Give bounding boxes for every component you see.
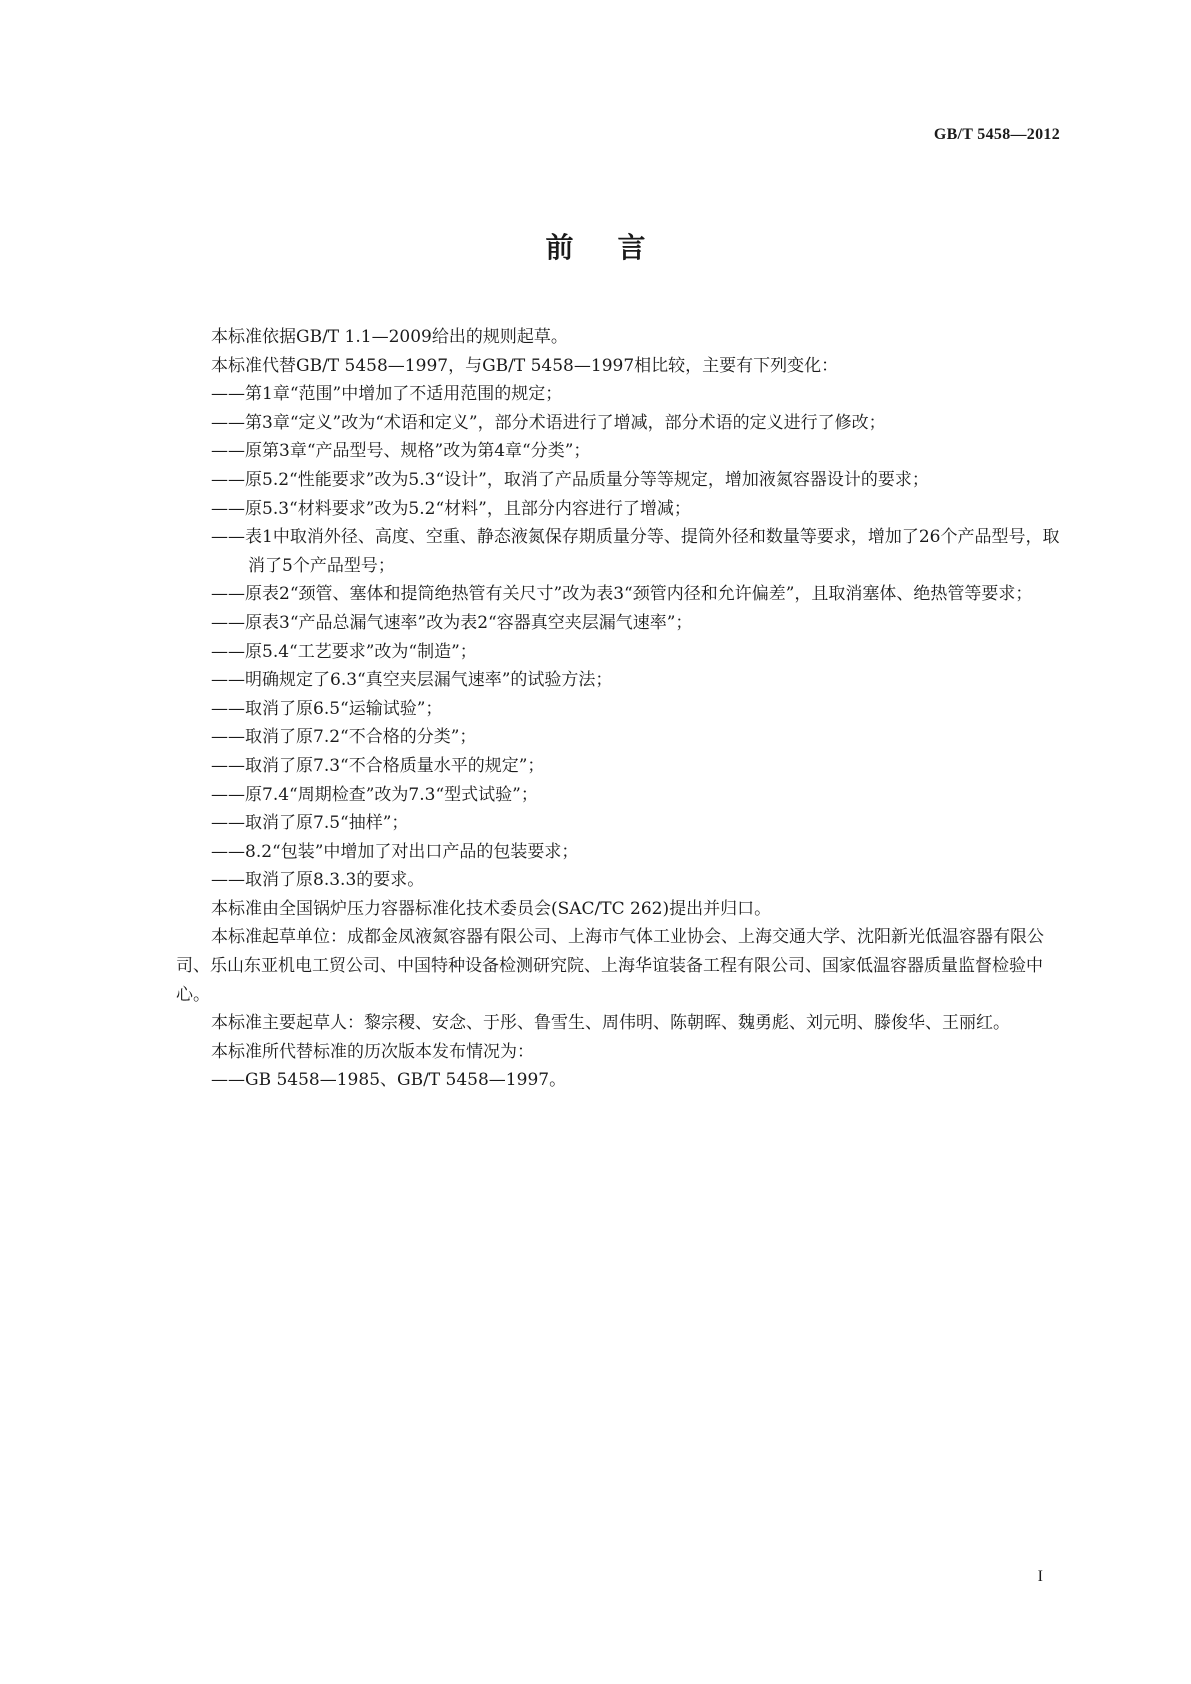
standard-number: GB/T 5458—2012 bbox=[933, 126, 1060, 143]
paragraph-proposer: 本标准由全国锅炉压力容器标准化技术委员会(SAC/TC 262)提出并归口。 bbox=[211, 898, 772, 919]
change-item: ——第3章“定义”改为“术语和定义”，部分术语进行了增减，部分术语的定义进行了修改； bbox=[211, 412, 886, 433]
change-item: ——原5.4“工艺要求”改为“制造”； bbox=[211, 641, 477, 662]
paragraph-drafting-rule: 本标准依据GB/T 1.1—2009给出的规则起草。 bbox=[211, 327, 568, 347]
change-item: ——原第3章“产品型号、规格”改为第4章“分类”； bbox=[211, 441, 591, 462]
paragraph-history-intro: 本标准所代替标准的历次版本发布情况为： bbox=[211, 1041, 534, 1062]
page-number: I bbox=[1037, 1568, 1043, 1585]
change-item: ——原7.4“周期检查”改为7.3“型式试验”； bbox=[211, 784, 538, 805]
change-item: ——取消了原7.3“不合格质量水平的规定”； bbox=[211, 755, 545, 776]
foreword-body bbox=[176, 323, 1066, 1095]
paragraph-replaces: 本标准代替GB/T 5458—1997，与GB/T 5458—1997相比较，主要有下列变化： bbox=[211, 355, 839, 376]
change-item: ——原表3“产品总漏气速率”改为表2“容器真空夹层漏气速率”； bbox=[211, 612, 693, 633]
change-item: ——8.2“包装”中增加了对出口产品的包装要求； bbox=[211, 841, 579, 862]
change-item: ——原表2“颈管、塞体和提筒绝热管有关尺寸”改为表3“颈管内径和允许偏差”，且取消塞体、绝热管等要求； bbox=[211, 584, 1033, 605]
history-item: ——GB 5458—1985、GB/T 5458—1997。 bbox=[211, 1070, 567, 1091]
change-item: ——取消了原7.2“不合格的分类”； bbox=[211, 727, 477, 748]
change-item: ——明确规定了6.3“真空夹层漏气速率”的试验方法； bbox=[211, 670, 613, 691]
change-item: ——取消了原8.3.3的要求。 bbox=[211, 870, 425, 891]
paragraph-drafting-units: 本标准起草单位：成都金凤液氮容器有限公司、上海市气体工业协会、上海交通大学、沈阳新光低温容器有限公司、乐山东亚机电工贸公司、中国特种设备检测研究院、上海华谊装备工程有限公司、国家低温容器质量监督检验中心。 bbox=[176, 927, 1044, 1005]
change-item: ——原5.2“性能要求”改为5.3“设计”，取消了产品质量分等等规定，增加液氮容器设计的要求； bbox=[211, 469, 929, 490]
change-item: ——取消了原7.5“抽样”； bbox=[211, 813, 409, 834]
paragraph-drafters: 本标准主要起草人：黎宗稷、安念、于彤、鲁雪生、周伟明、陈朝晖、魏勇彪、刘元明、滕俊华、王丽红。 bbox=[211, 1013, 1010, 1034]
change-item: ——第1章“范围”中增加了不适用范围的规定； bbox=[211, 384, 563, 405]
change-item: ——原5.3“材料要求”改为5.2“材料”，且部分内容进行了增减； bbox=[211, 498, 691, 519]
change-item: ——表1中取消外径、高度、空重、静态液氮保存期质量分等、提筒外径和数量等要求，增加了26个产品型号，取消了5个产品型号； bbox=[211, 527, 1060, 576]
page-title: 前言 bbox=[545, 231, 690, 264]
change-item: ——取消了原6.5“运输试验”； bbox=[211, 698, 443, 719]
